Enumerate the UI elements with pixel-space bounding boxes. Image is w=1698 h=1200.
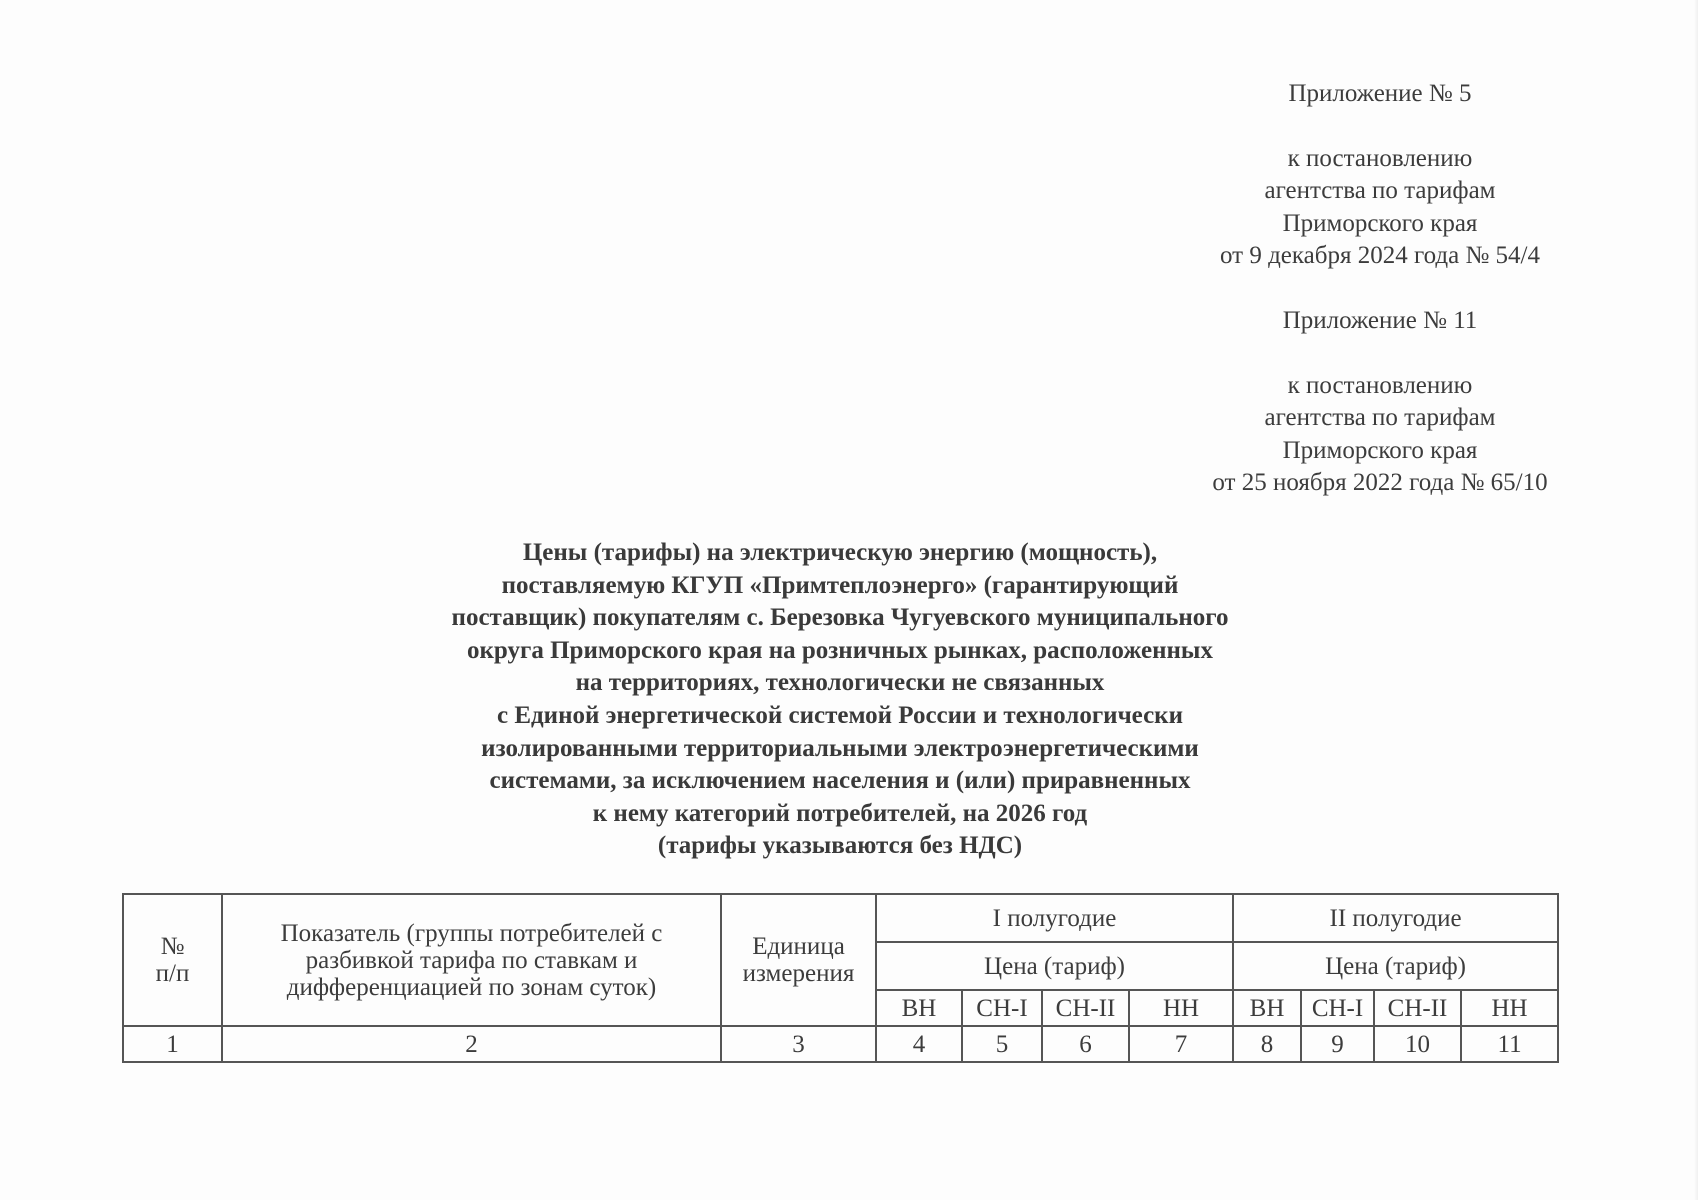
- annex-line: Приморского края: [1282, 209, 1478, 237]
- column-number: 5: [962, 1026, 1042, 1062]
- scan-edge-shadow: [1694, 0, 1698, 1200]
- table-row: [123, 1026, 1558, 1062]
- title-line: поставляемую КГУП «Примтеплоэнерго» (гарантирующий: [501, 571, 1179, 599]
- column-number: 3: [721, 1026, 876, 1062]
- title-line: системами, за исключением населения и (или) приравненных: [489, 767, 1191, 795]
- column-number: 4: [876, 1026, 962, 1062]
- column-number: 9: [1301, 1026, 1374, 1062]
- annex-title: Приложение № 5: [1288, 80, 1472, 107]
- title-line: на территориях, технологически не связанных: [575, 669, 1105, 697]
- annex-date: от 9 декабря 2024 года № 54/4: [1219, 242, 1541, 269]
- annex-line: Приморского края: [1282, 436, 1478, 464]
- title-line: поставщик) покупателям с. Березовка Чугуевского муниципального: [451, 604, 1229, 632]
- column-number: 2: [222, 1026, 721, 1062]
- header-voltage: СН-II: [1374, 990, 1461, 1026]
- annex-line: к постановлению: [1287, 371, 1473, 399]
- annex-block-secondary: [1150, 305, 1610, 500]
- title-line: изолированными территориальными электроэнергетическими: [481, 734, 1199, 762]
- annex-line: агентства по тарифам: [1264, 404, 1496, 431]
- annex-title: Приложение № 11: [1282, 307, 1478, 334]
- title-line: с Единой энергетической системой России и технологически: [497, 701, 1183, 729]
- header-indicator: Показатель (группы потребителей с разбивкой тарифа по ставкам и дифференциацией по зонам суток): [222, 894, 721, 1026]
- title-line: Цены (тарифы) на электрическую энергию (мощность),: [522, 539, 1158, 566]
- header-voltage: НН: [1461, 990, 1558, 1026]
- annex-date: от 25 ноября 2022 года № 65/10: [1212, 469, 1548, 496]
- header-half-2: II полугодие: [1233, 894, 1558, 942]
- title-line: (тарифы указываются без НДС): [657, 832, 1023, 860]
- column-number: 6: [1042, 1026, 1129, 1062]
- column-number: 7: [1129, 1026, 1233, 1062]
- title-line: к нему категорий потребителей, на 2026 год: [592, 799, 1088, 827]
- header-number: № п/п: [123, 894, 222, 1026]
- header-price-2: Цена (тариф): [1233, 942, 1558, 990]
- header-voltage: ВН: [1233, 990, 1301, 1026]
- title-line: округа Приморского края на розничных рынках, расположенных: [467, 636, 1213, 664]
- tariff-table: [122, 893, 1559, 1063]
- header-voltage: СН-II: [1042, 990, 1129, 1026]
- column-number: 1: [123, 1026, 222, 1062]
- column-number: 11: [1461, 1026, 1558, 1062]
- annex-line: агентства по тарифам: [1264, 177, 1496, 204]
- header-price-1: Цена (тариф): [876, 942, 1233, 990]
- column-number: 8: [1233, 1026, 1301, 1062]
- header-voltage: НН: [1129, 990, 1233, 1026]
- table-header-row: [123, 894, 1558, 942]
- annex-line: к постановлению: [1287, 144, 1473, 172]
- annex-block-primary: [1150, 78, 1610, 273]
- header-voltage: ВН: [876, 990, 962, 1026]
- header-voltage: СН-I: [1301, 990, 1374, 1026]
- header-half-1: I полугодие: [876, 894, 1233, 942]
- header-voltage: СН-I: [962, 990, 1042, 1026]
- header-unit: Единица измерения: [721, 894, 876, 1026]
- column-number: 10: [1374, 1026, 1461, 1062]
- document-title: [340, 537, 1340, 863]
